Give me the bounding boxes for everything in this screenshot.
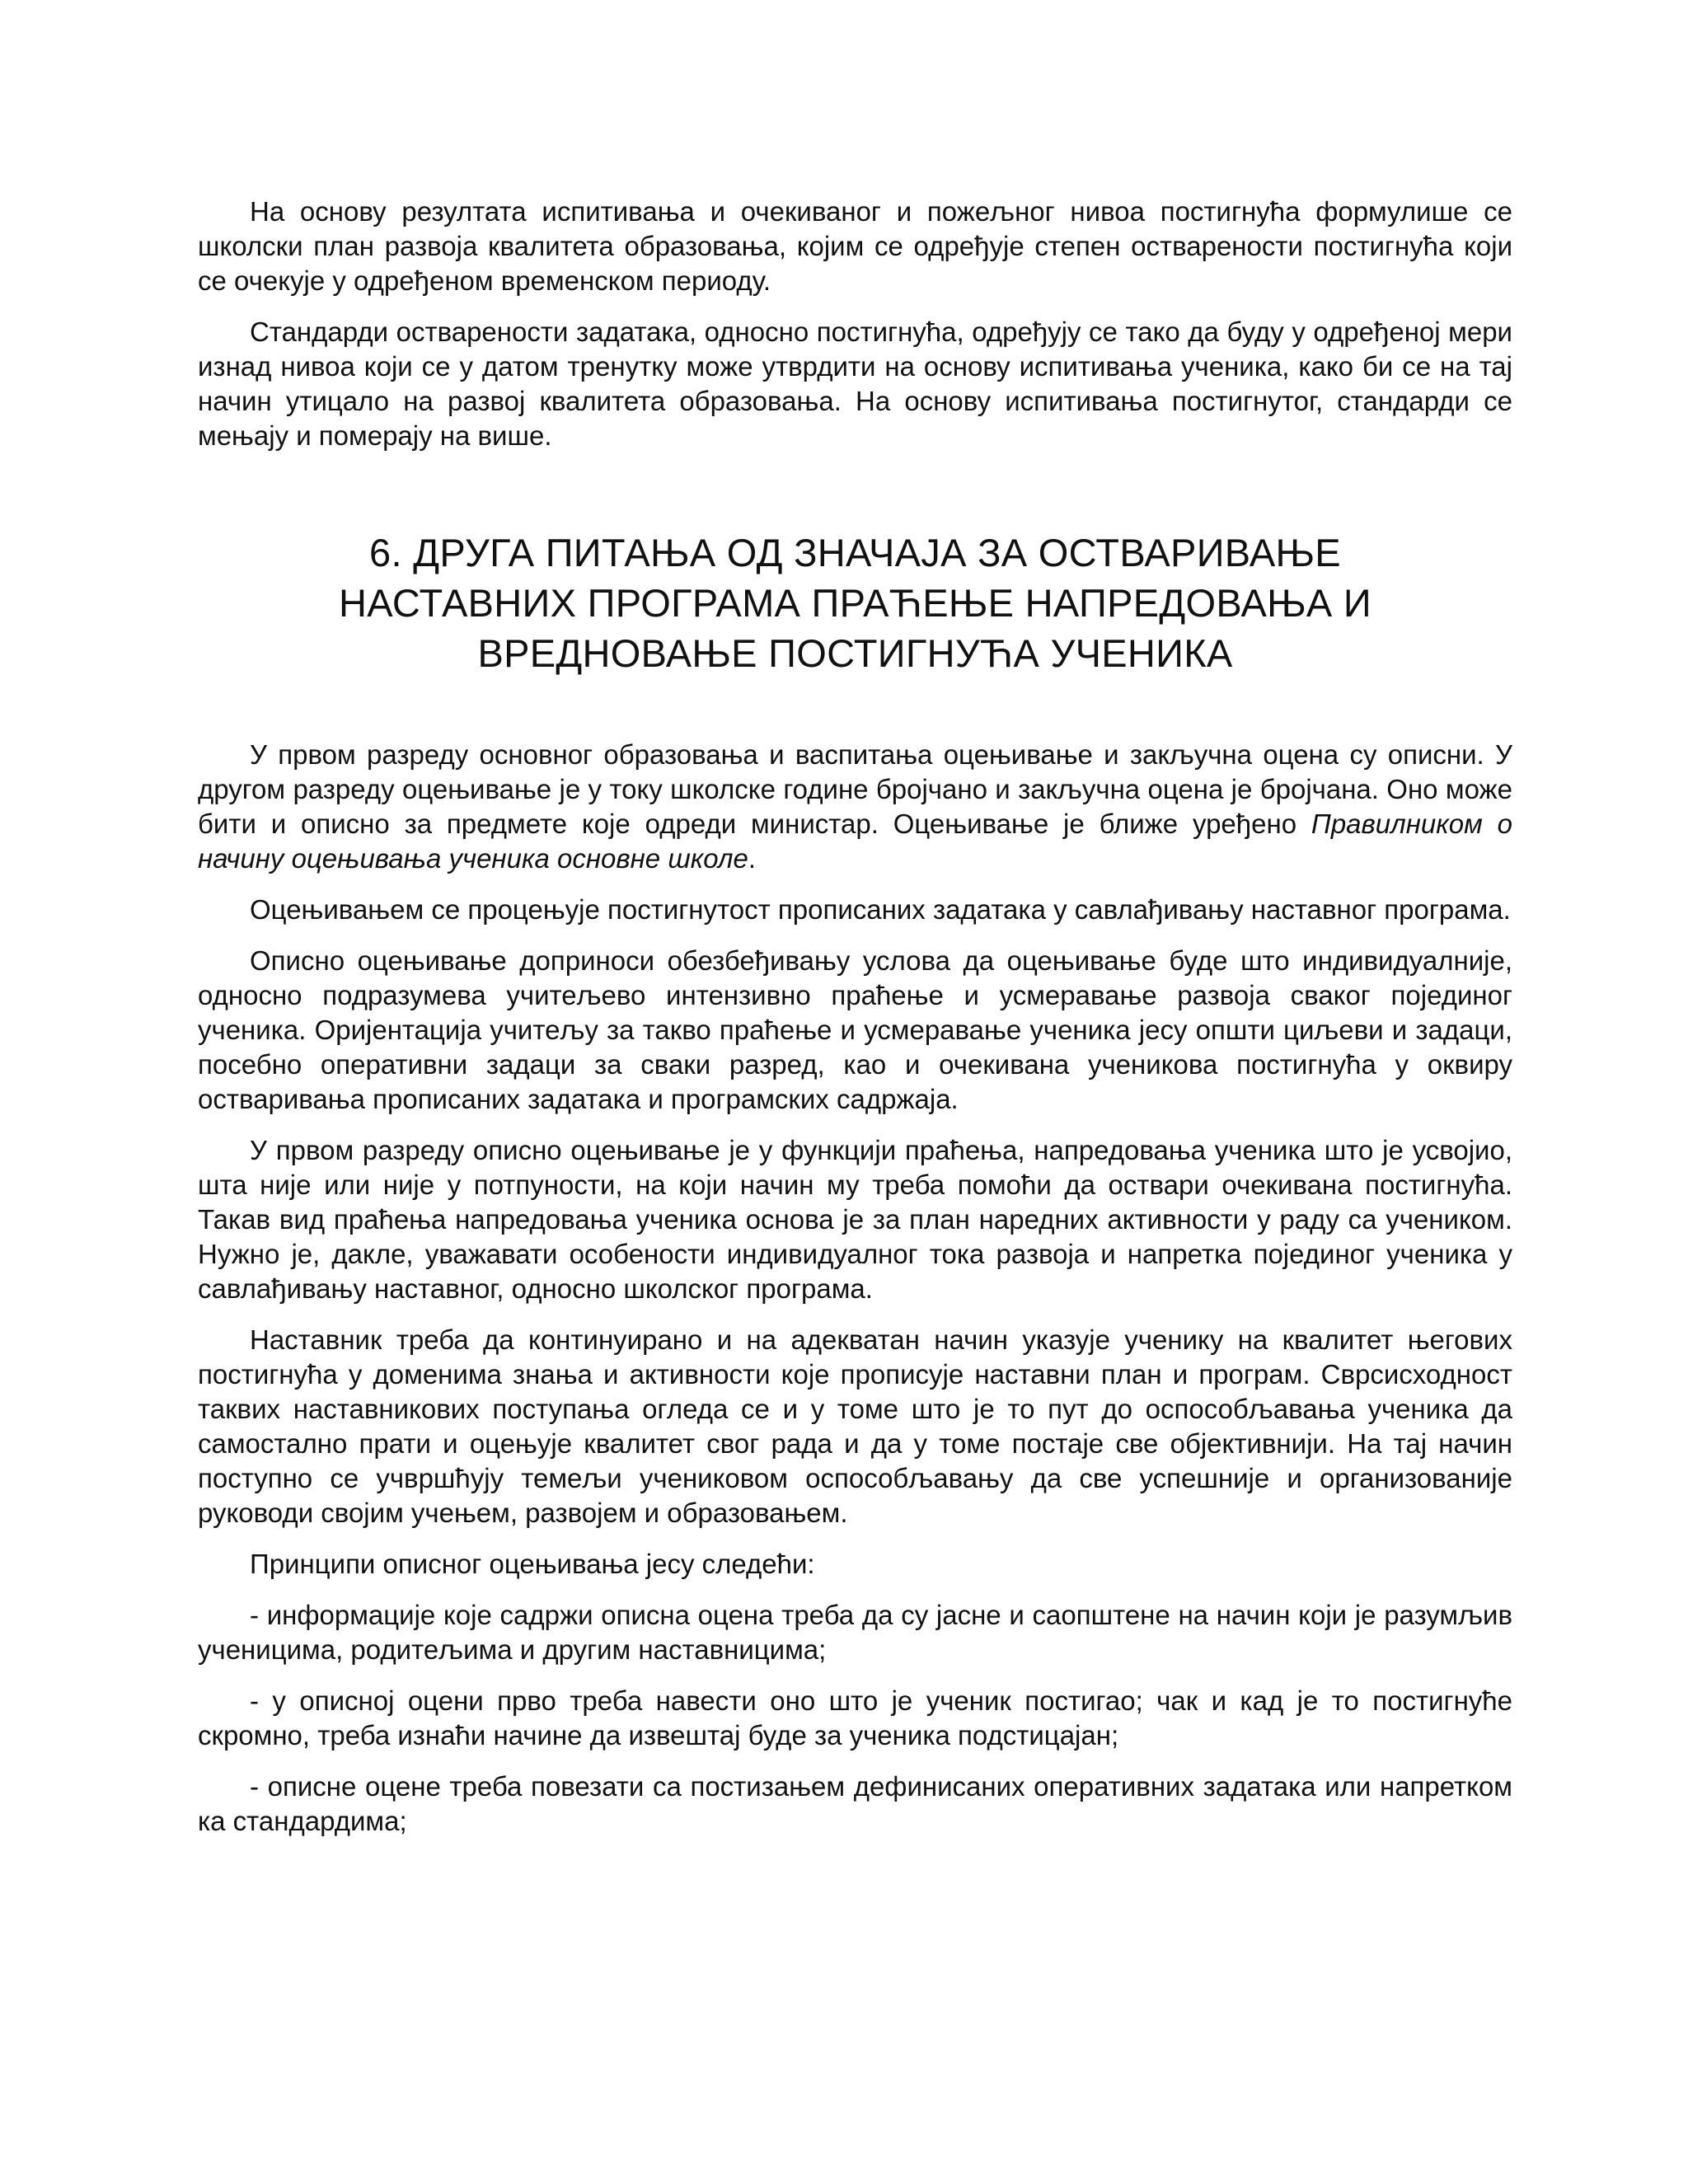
principle-item: - описне оцене треба повезати са постизањем дефинисаних оперативних задатака или напретком ка стандардима;: [198, 1771, 1512, 1836]
grading-text-end: .: [748, 843, 757, 874]
paragraph-principles-intro: Принципи описног оцењивања јесу следећи:: [250, 1549, 815, 1579]
section-heading-line-3: ВРЕДНОВАЊЕ ПОСТИГНУЋА УЧЕНИКА: [477, 631, 1233, 675]
paragraph-descriptive-grading: Описно оцењивање доприноси обезбеђивању услова да оцењивање буде што индивидуалније, односно подразумева учитељево интензивно праћење и усмеравање развоја сваког појединог ученика. Оријентација учитељу за такво праћење и усмеравање ученика јесу општи циљеви и задаци, посебно оперативни задаци за сваки разред, као и очекивана ученикова постигнућа у оквиру остваривања прописаних задатака и програмских садржаја.: [198, 945, 1512, 1114]
grading-text: У првом разреду основног образовања и васпитања оцењивање и закључна оцена су описни. У другом разреду оцењивање је у току школске године бројчано и закључна оцена је бројчана. Оно може бити и описно за предмете које одреди министар. Оцењивање је ближе уређено: [198, 739, 1512, 839]
principle-item: - информације које садржи описна оцена треба да су јасне и саопштене на начин који је разумљив ученицима, родитељима и другим наставницима;: [198, 1600, 1512, 1665]
document-page: [198, 194, 1512, 1855]
section-heading: [198, 527, 1512, 678]
paragraph-school-development-plan: На основу резултата испитивања и очекиваног и пожељног нивоа постигнућа формулише се школски план развоја квалитета образовања, којим се одређује степен остварености постигнућа који се очекује у одређеном временском периоду.: [198, 196, 1512, 296]
paragraph-achievement-standards: Стандарди остварености задатака, односно постигнућа, одређују се тако да буду у одређеној мери изнад нивоа који се у датом тренутку може утврдити на основу испитивања ученика, како би се на тај начин утицало на развој квалитета образовања. На основу испитивања постигнутог, стандарди се мењају и померају на више.: [198, 316, 1512, 451]
paragraph-monitoring-progress: У првом разреду описно оцењивање је у функцији праћења, напредовања ученика што је усвојио, шта није или није у потпуности, на који начин му треба помоћи да оствари очекивана постигнућа. Такав вид праћења напредовања ученика основа је за план наредних активности у раду са учеником. Нужно је, дакле, уважавати особености индивидуалног тока развоја и напретка појединог ученика у савлађивању наставног, односно школског програма.: [198, 1135, 1512, 1304]
section-heading-line-2: НАСТАВНИХ ПРОГРАМА ПРАЋЕЊЕ НАПРЕДОВАЊА И: [339, 581, 1372, 625]
paragraph-grading-assessment: Оцењивањем се процењује постигнутост прописаних задатака у савлађивању наставног програма.: [250, 894, 1511, 925]
regulation-title: Правилником о начину оцењивања ученика основне школе: [198, 808, 1512, 874]
paragraph-teacher-feedback: Наставник треба да континуирано и на адекватан начин указује ученику на квалитет његових постигнућа у доменима знања и активности које прописује наставни план и програм. Сврсисходност таквих наставникових поступања огледа се и у томе што је то пут до оспособљавања ученика да самостално прати и оцењује квалитет свог рада и да у томе постаје све објективнији. На тај начин поступно се учвршћују темељи учениковом оспособљавању да све успешније и организованије руководи својим учењем, развојем и образовањем.: [198, 1324, 1512, 1528]
principle-item: - у описној оцени прво треба навести оно што је ученик постигао; чак и кад је то постигнуће скромно, треба изнаћи начине да извештај буде за ученика подстицајан;: [198, 1685, 1512, 1750]
paragraph-grading-first-grade: [198, 738, 1512, 876]
section-heading-line-1: 6. ДРУГА ПИТАЊА ОД ЗНАЧАЈА ЗА ОСТВАРИВАЊЕ: [369, 531, 1341, 574]
